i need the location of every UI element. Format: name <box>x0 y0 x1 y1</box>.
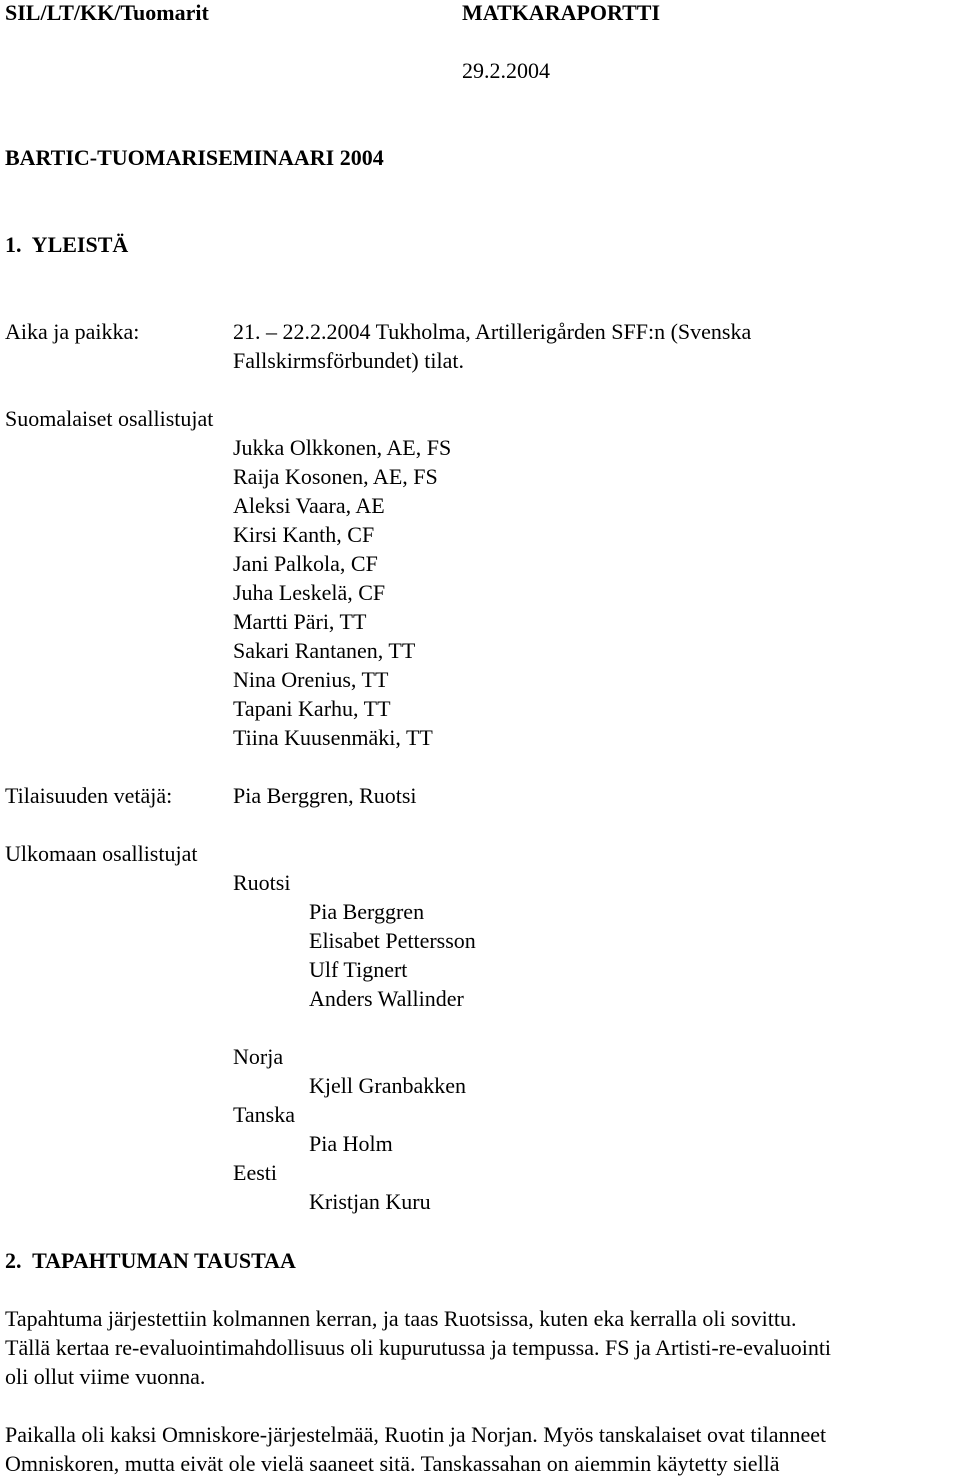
participant-name: Juha Leskelä, CF <box>233 580 386 605</box>
participant-name: Elisabet Pettersson <box>309 928 476 953</box>
participant-name: Sakari Rantanen, TT <box>233 638 416 663</box>
background-paragraph-2 <box>5 1420 960 1478</box>
participant-name: Nina Orenius, TT <box>233 667 389 692</box>
paragraph-line: Omniskoren, mutta eivät ole vielä saaneet sitä. Tanskassahan on aiemmin käytetty siellä <box>5 1451 780 1476</box>
document-type: MATKARAPORTTI <box>462 0 661 25</box>
section-heading-general: 1. YLEISTÄ <box>5 232 129 257</box>
country-norway: Norja <box>233 1044 284 1069</box>
participant-name: Jukka Olkkonen, AE, FS <box>233 435 452 460</box>
foreign-participants-label: Ulkomaan osallistujat <box>5 841 198 866</box>
finnish-participants-list <box>233 433 451 752</box>
participant-name: Aleksi Vaara, AE <box>233 493 385 518</box>
participant-name: Kjell Granbakken <box>309 1073 466 1098</box>
document-date: 29.2.2004 <box>462 58 550 83</box>
paragraph-line: Tällä kertaa re-evaluointimahdollisuus oli kupurutussa ja tempussa. FS ja Artisti-re-evaluointi <box>5 1335 832 1360</box>
participant-name: Kirsi Kanth, CF <box>233 522 375 547</box>
participant-name: Kristjan Kuru <box>309 1189 431 1214</box>
participant-name: Jani Palkola, CF <box>233 551 378 576</box>
participant-name: Pia Berggren <box>309 899 425 924</box>
event-leader-value: Pia Berggren, Ruotsi <box>233 783 417 808</box>
background-paragraph-1 <box>5 1304 960 1391</box>
participant-name: Anders Wallinder <box>309 986 464 1011</box>
section-heading-background: 2. TAPAHTUMAN TAUSTAA <box>5 1248 296 1273</box>
participant-name: Ulf Tignert <box>309 957 408 982</box>
participant-name: Pia Holm <box>309 1131 393 1156</box>
participant-name: Tapani Karhu, TT <box>233 696 391 721</box>
participant-name: Martti Päri, TT <box>233 609 367 634</box>
time-place-label: Aika ja paikka: <box>5 319 140 344</box>
paragraph-line: Tapahtuma järjestettiin kolmannen kerran, ja taas Ruotsissa, kuten eka kerralla oli sovittu. <box>5 1306 797 1331</box>
country-denmark: Tanska <box>233 1102 295 1127</box>
event-leader-label: Tilaisuuden vetäjä: <box>5 783 173 808</box>
finnish-participants-label: Suomalaiset osallistujat <box>5 406 214 431</box>
country-sweden: Ruotsi <box>233 870 291 895</box>
org-header: SIL/LT/KK/Tuomarit <box>5 0 209 25</box>
time-place-value <box>233 317 751 375</box>
time-place-line: Fallskirmsförbundet) tilat. <box>233 348 464 373</box>
time-place-line: 21. – 22.2.2004 Tukholma, Artillerigården SFF:n (Svenska <box>233 319 752 344</box>
country-estonia: Eesti <box>233 1160 277 1185</box>
document-title: BARTIC-TUOMARISEMINAARI 2004 <box>5 145 384 170</box>
participant-name: Raija Kosonen, AE, FS <box>233 464 438 489</box>
participant-name: Tiina Kuusenmäki, TT <box>233 725 433 750</box>
paragraph-line: oli ollut viime vuonna. <box>5 1364 206 1389</box>
paragraph-line: Paikalla oli kaksi Omniskore-järjestelmää, Ruotin ja Norjan. Myös tanskalaiset ovat tilanneet <box>5 1422 827 1447</box>
sweden-participants-list <box>309 897 476 1013</box>
